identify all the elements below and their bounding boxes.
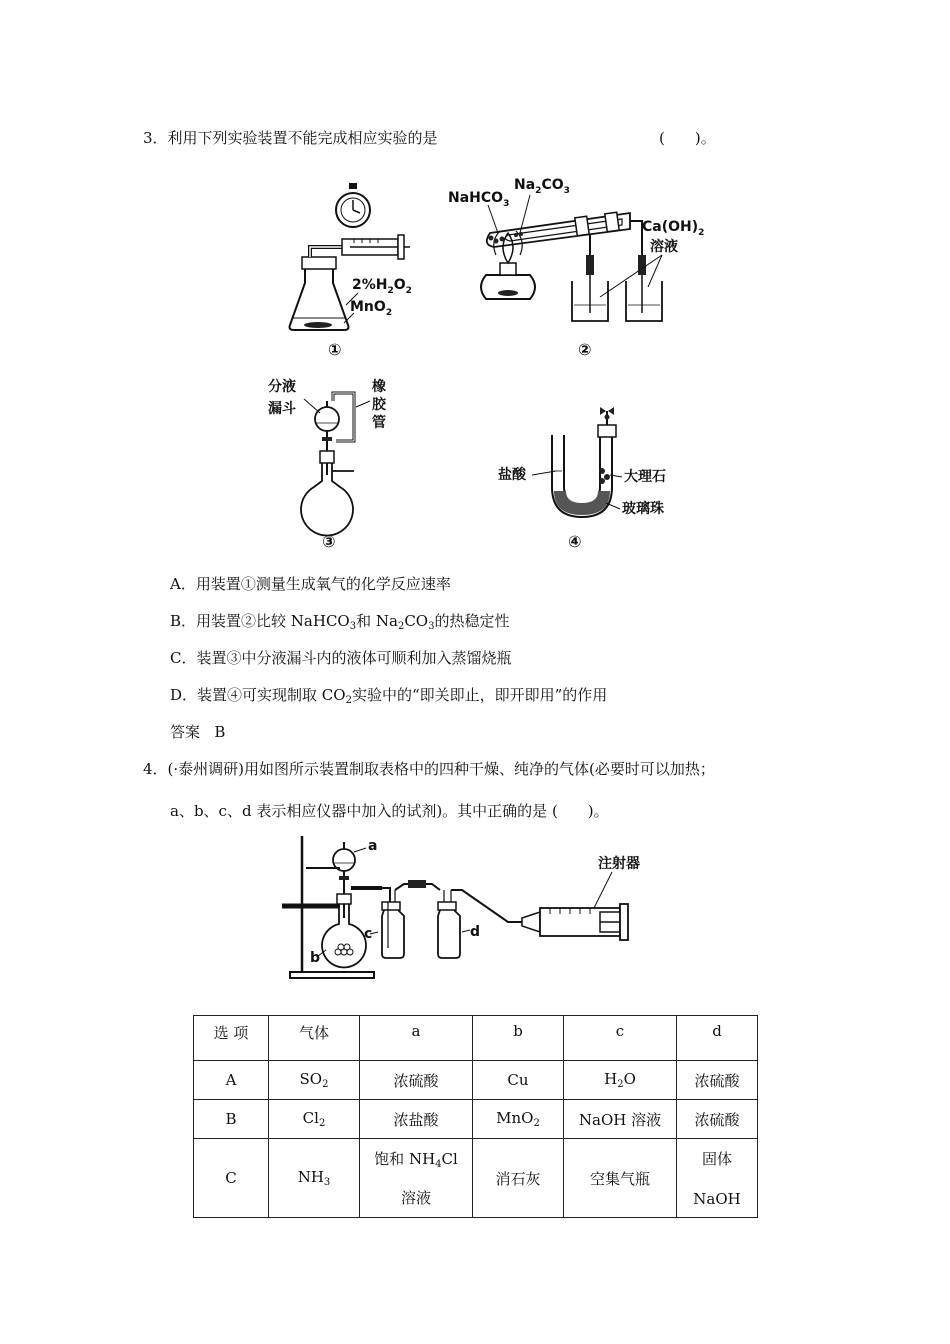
table-cell: Cu <box>473 1061 564 1100</box>
table-cell: 浓硫酸 <box>360 1061 473 1100</box>
table-header: d <box>677 1016 758 1061</box>
table-cell: $Cl_2$ <box>269 1100 360 1139</box>
table-header: 气体 <box>269 1016 360 1061</box>
q3-number: 3． <box>143 129 168 147</box>
table-cell: 饱和 $NH_4Cl$ 溶液 <box>360 1139 473 1218</box>
q4-stem-line2: a、b、c、d 表示相应仪器中加入的试剂)。其中正确的是 ( )。 <box>170 802 609 820</box>
table-cell: C <box>194 1139 269 1218</box>
svg-text:Na2CO3: $Na_2CO_3$ <box>514 177 570 196</box>
svg-text:注射器: 注射器 <box>598 856 640 872</box>
stopwatch-icon <box>336 183 370 227</box>
svg-text:d: d <box>470 924 481 940</box>
table-header: b <box>473 1016 564 1061</box>
table-cell: $SO_2$ <box>269 1061 360 1100</box>
svg-text:胶: 胶 <box>372 397 386 413</box>
svg-text:分液: 分液 <box>268 379 296 395</box>
table-row <box>194 1139 758 1218</box>
table-row <box>194 1061 758 1100</box>
syringe-icon <box>342 235 410 259</box>
q3-option-c: C．装置③中分液漏斗内的液体可顺利加入蒸馏烧瓶 <box>170 649 512 667</box>
table-cell: 固体 NaOH <box>677 1139 758 1218</box>
table-header: a <box>360 1016 473 1061</box>
beaker-icon <box>572 255 608 321</box>
gas-bottle-icon <box>438 890 470 958</box>
q3-blank: ( )。 <box>659 129 716 147</box>
table-cell: $H_2O$ <box>564 1061 677 1100</box>
beaker-icon <box>626 255 662 321</box>
answer-value: B <box>214 723 226 741</box>
svg-text:漏斗: 漏斗 <box>268 401 296 417</box>
q3-answer <box>170 721 225 742</box>
figure-number-1: ① <box>328 340 342 359</box>
figure-number-3: ③ <box>322 532 336 551</box>
table-header: c <box>564 1016 677 1061</box>
svg-text:管: 管 <box>372 415 386 431</box>
figure-number-4: ④ <box>568 532 582 551</box>
reagents-table <box>193 1015 758 1218</box>
svg-text:Ca(OH)2: $Ca(OH)_2$ <box>642 219 705 238</box>
q3-option-b: B．用装置②比较 NaHCO$_3$和 $Na_2CO_3$的热稳定性 <box>170 612 510 632</box>
table-cell: $NH_3$ <box>269 1139 360 1218</box>
table-cell: NaOH 溶液 <box>564 1100 677 1139</box>
figure-number-2: ② <box>578 340 592 359</box>
gas-bottle-icon <box>370 890 404 958</box>
svg-text:NaHCO3: NaHCO$_3$ <box>448 190 510 209</box>
q3-option-d: D．装置④可实现制取 $CO_2$实验中的“即关即止，即开即用”的作用 <box>170 686 608 706</box>
svg-text:大理石: 大理石 <box>624 469 666 485</box>
table-cell: 消石灰 <box>473 1139 564 1218</box>
iron-stand-icon <box>282 836 374 978</box>
svg-text:c: c <box>364 926 373 942</box>
syringe-icon <box>522 904 628 940</box>
svg-text:a: a <box>368 838 378 854</box>
q4-number: 4． <box>143 760 168 778</box>
table-cell: 空集气瓶 <box>564 1139 677 1218</box>
answer-label: 答案 <box>170 723 201 741</box>
table-cell: A <box>194 1061 269 1100</box>
svg-text:玻璃珠: 玻璃珠 <box>622 501 664 517</box>
q4-stem-line1: 4．(·泰州调研)用如图所示装置制取表格中的四种干燥、纯净的气体(必要时可以加热； <box>143 760 715 778</box>
tube-in-tube-icon <box>487 212 642 265</box>
q3-stem-text: 利用下列实验装置不能完成相应实验的是 <box>167 129 438 147</box>
distillation-flask-icon <box>301 451 354 536</box>
table-row <box>194 1100 758 1139</box>
q3-option-a: A．用装置①测量生成氧气的化学反应速率 <box>170 575 451 593</box>
u-tube-icon <box>552 407 616 517</box>
svg-text:MnO2: MnO$_2$ <box>350 299 393 318</box>
table-cell: MnO$_2$ <box>473 1100 564 1139</box>
q3-stem <box>143 127 438 148</box>
alcohol-lamp-icon <box>481 231 535 299</box>
svg-text:2%H2O2: $2\%H_2O_2$ <box>352 277 412 296</box>
table-cell: B <box>194 1100 269 1139</box>
svg-text:橡: 橡 <box>372 379 386 395</box>
q4-apparatus-figure <box>282 828 652 988</box>
svg-text:b: b <box>310 950 321 966</box>
table-header: 选 项 <box>194 1016 269 1061</box>
svg-text:溶液: 溶液 <box>650 239 678 255</box>
table-cell: 浓盐酸 <box>360 1100 473 1139</box>
table-cell: 浓硫酸 <box>677 1061 758 1100</box>
table-cell: 浓硫酸 <box>677 1100 758 1139</box>
table-header-row <box>194 1016 758 1061</box>
svg-text:盐酸: 盐酸 <box>498 467 526 483</box>
q3-apparatus-figure <box>250 175 720 555</box>
